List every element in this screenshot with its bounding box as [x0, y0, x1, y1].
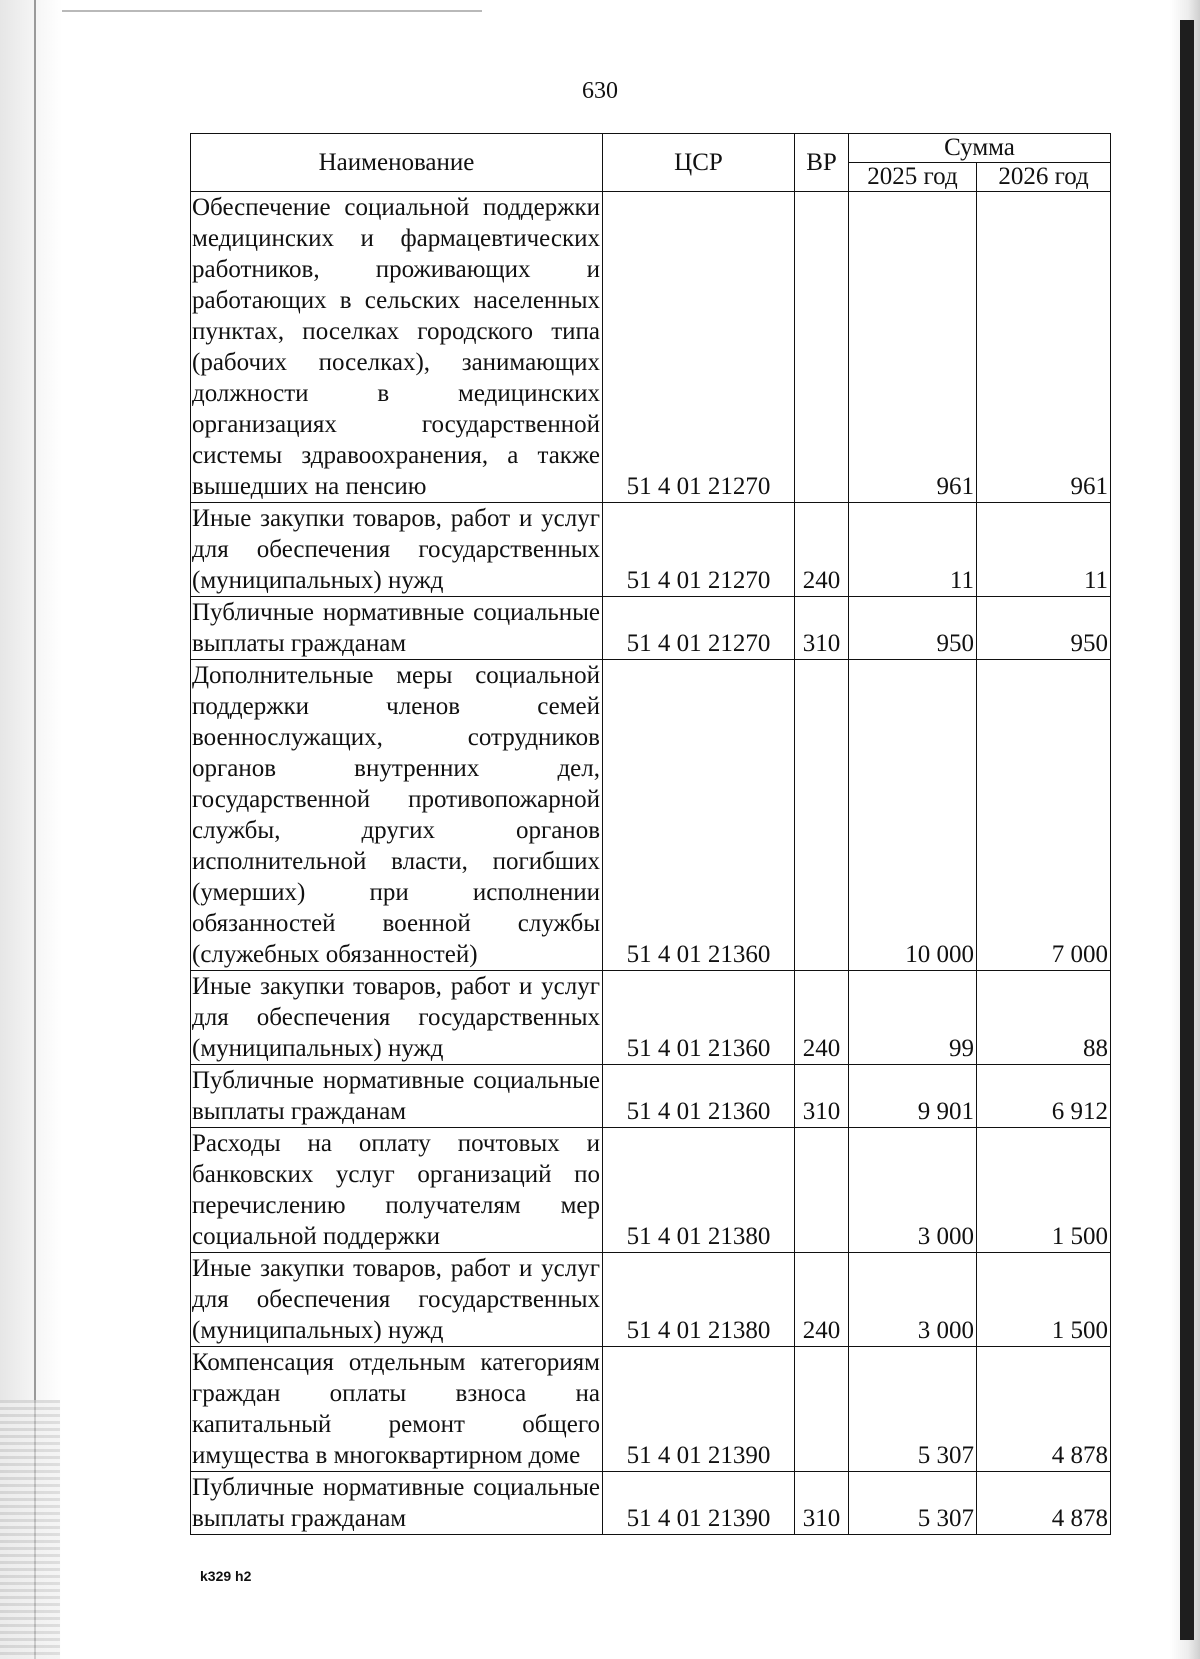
- table-body: [191, 192, 1111, 1535]
- table-row: [191, 192, 1111, 503]
- row-csr: 51 4 01 21390: [603, 1347, 795, 1472]
- row-amount-2025: 5 307: [849, 1472, 977, 1535]
- table-row: [191, 971, 1111, 1065]
- row-amount-2026: 4 878: [977, 1347, 1111, 1472]
- row-amount-2025: 9 901: [849, 1065, 977, 1128]
- row-amount-2026: 961: [977, 192, 1111, 503]
- scan-edge-left: [0, 0, 62, 1659]
- header-name: Наименование: [191, 134, 603, 192]
- row-amount-2026: 1 500: [977, 1128, 1111, 1253]
- row-name: Компенсация отдельным категориям граждан оплаты взноса на капитальный ремонт общего имущества в многоквартирном доме: [191, 1347, 603, 1472]
- header-csr: ЦСР: [603, 134, 795, 192]
- row-csr: 51 4 01 21380: [603, 1128, 795, 1253]
- table-row: [191, 1472, 1111, 1535]
- row-amount-2025: 5 307: [849, 1347, 977, 1472]
- row-name: Дополнительные меры социальной поддержки членов семей военнослужащих, сотрудников органов внутренних дел, государственной противопожарной службы, других органов исполнительной власти, погибших (умерших) при исполнении обязанностей военной службы (служебных обязанностей): [191, 660, 603, 971]
- row-amount-2025: 11: [849, 503, 977, 597]
- row-vr: 240: [795, 503, 849, 597]
- header-year-2026: 2026 год: [977, 163, 1111, 192]
- row-vr: [795, 1347, 849, 1472]
- row-name: Расходы на оплату почтовых и банковских услуг организаций по перечислению получателям мер социальной поддержки: [191, 1128, 603, 1253]
- scan-edge-right: [1170, 0, 1200, 1659]
- row-name: Обеспечение социальной поддержки медицинских и фармацевтических работников, проживающих и работающих в сельских населенных пунктах, поселках городского типа (рабочих поселках), занимающих должности в медицинских организациях государственной системы здравоохранения, а также вышедших на пенсию: [191, 192, 603, 503]
- row-amount-2026: 1 500: [977, 1253, 1111, 1347]
- row-vr: [795, 192, 849, 503]
- table-row: [191, 1347, 1111, 1472]
- table-header: [191, 134, 1111, 192]
- table-row: [191, 1253, 1111, 1347]
- row-name: Иные закупки товаров, работ и услуг для обеспечения государственных (муниципальных) нужд: [191, 1253, 603, 1347]
- header-sum: Сумма: [849, 134, 1111, 163]
- row-amount-2025: 99: [849, 971, 977, 1065]
- row-amount-2025: 950: [849, 597, 977, 660]
- row-vr: 240: [795, 971, 849, 1065]
- table-row: [191, 660, 1111, 971]
- row-amount-2025: 3 000: [849, 1253, 977, 1347]
- row-csr: 51 4 01 21390: [603, 1472, 795, 1535]
- row-vr: 240: [795, 1253, 849, 1347]
- row-amount-2026: 6 912: [977, 1065, 1111, 1128]
- row-csr: 51 4 01 21360: [603, 971, 795, 1065]
- row-amount-2025: 10 000: [849, 660, 977, 971]
- row-csr: 51 4 01 21270: [603, 192, 795, 503]
- row-amount-2025: 961: [849, 192, 977, 503]
- row-amount-2026: 950: [977, 597, 1111, 660]
- row-amount-2026: 88: [977, 971, 1111, 1065]
- table-row: [191, 1128, 1111, 1253]
- row-name: Публичные нормативные социальные выплаты гражданам: [191, 1065, 603, 1128]
- row-name: Публичные нормативные социальные выплаты гражданам: [191, 597, 603, 660]
- row-vr: [795, 660, 849, 971]
- table-row: [191, 1065, 1111, 1128]
- header-year-2025: 2025 год: [849, 163, 977, 192]
- row-name: Иные закупки товаров, работ и услуг для обеспечения государственных (муниципальных) нужд: [191, 503, 603, 597]
- page-number: 630: [582, 78, 618, 104]
- row-vr: [795, 1128, 849, 1253]
- row-csr: 51 4 01 21360: [603, 1065, 795, 1128]
- header-vr: ВР: [795, 134, 849, 192]
- table-row: [191, 503, 1111, 597]
- row-name: Публичные нормативные социальные выплаты гражданам: [191, 1472, 603, 1535]
- row-amount-2026: 7 000: [977, 660, 1111, 971]
- row-csr: 51 4 01 21380: [603, 1253, 795, 1347]
- row-amount-2026: 4 878: [977, 1472, 1111, 1535]
- table-row: [191, 597, 1111, 660]
- row-vr: 310: [795, 1065, 849, 1128]
- row-csr: 51 4 01 21270: [603, 597, 795, 660]
- row-vr: 310: [795, 1472, 849, 1535]
- row-vr: 310: [795, 597, 849, 660]
- row-amount-2026: 11: [977, 503, 1111, 597]
- footer-code: k329 h2: [200, 1568, 252, 1584]
- row-csr: 51 4 01 21360: [603, 660, 795, 971]
- row-csr: 51 4 01 21270: [603, 503, 795, 597]
- scan-top-line: [62, 10, 482, 12]
- budget-table: [190, 133, 1111, 1535]
- row-amount-2025: 3 000: [849, 1128, 977, 1253]
- row-name: Иные закупки товаров, работ и услуг для обеспечения государственных (муниципальных) нужд: [191, 971, 603, 1065]
